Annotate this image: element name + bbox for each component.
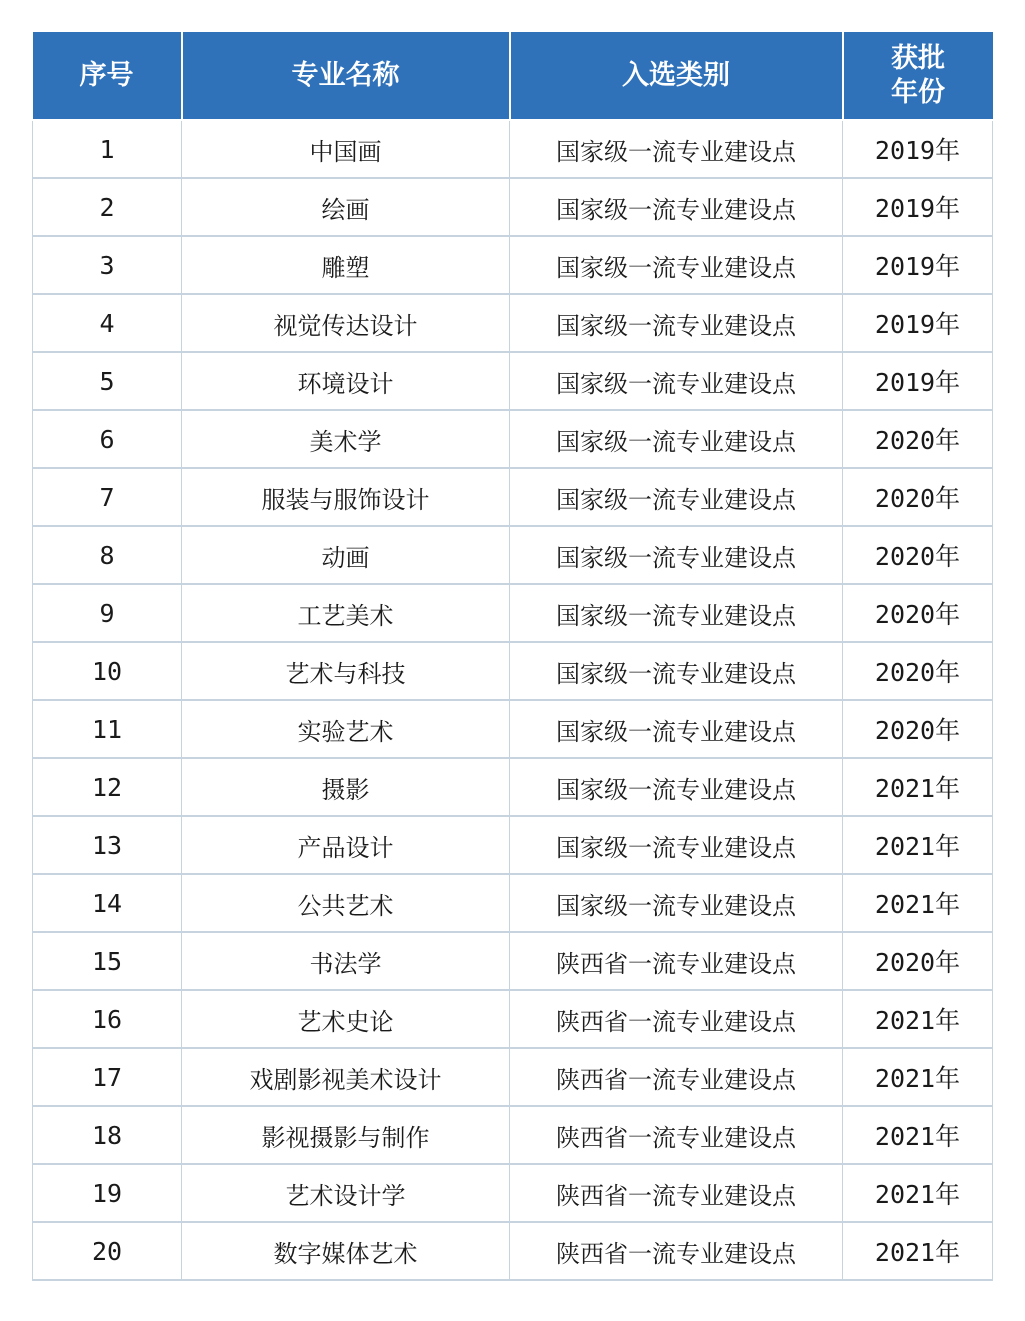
row-category-cell: 国家级一流专业建设点 bbox=[510, 758, 843, 816]
majors-table-container bbox=[32, 32, 992, 1281]
header-row bbox=[33, 32, 993, 120]
row-year-cell: 2020年 bbox=[843, 410, 993, 468]
row-seq-cell: 20 bbox=[33, 1222, 182, 1280]
table-row bbox=[33, 468, 993, 526]
row-category-cell: 陕西省一流专业建设点 bbox=[510, 932, 843, 990]
row-seq-cell: 7 bbox=[33, 468, 182, 526]
row-major-cell: 雕塑 bbox=[182, 236, 510, 294]
table-row bbox=[33, 178, 993, 236]
table-row bbox=[33, 120, 993, 178]
header-seq: 序号 bbox=[33, 32, 182, 120]
row-year-cell: 2019年 bbox=[843, 178, 993, 236]
row-major-cell: 环境设计 bbox=[182, 352, 510, 410]
row-category-cell: 国家级一流专业建设点 bbox=[510, 410, 843, 468]
table-row bbox=[33, 1164, 993, 1222]
row-seq-cell: 11 bbox=[33, 700, 182, 758]
table-row bbox=[33, 816, 993, 874]
row-category-cell: 陕西省一流专业建设点 bbox=[510, 1106, 843, 1164]
row-seq-cell: 15 bbox=[33, 932, 182, 990]
row-major-cell: 影视摄影与制作 bbox=[182, 1106, 510, 1164]
row-category-cell: 国家级一流专业建设点 bbox=[510, 642, 843, 700]
table-row bbox=[33, 758, 993, 816]
row-category-cell: 国家级一流专业建设点 bbox=[510, 584, 843, 642]
row-year-cell: 2021年 bbox=[843, 874, 993, 932]
row-year-cell: 2019年 bbox=[843, 352, 993, 410]
row-category-cell: 陕西省一流专业建设点 bbox=[510, 1164, 843, 1222]
row-seq-cell: 14 bbox=[33, 874, 182, 932]
row-year-cell: 2019年 bbox=[843, 236, 993, 294]
row-major-cell: 绘画 bbox=[182, 178, 510, 236]
row-year-cell: 2021年 bbox=[843, 990, 993, 1048]
table-row bbox=[33, 1048, 993, 1106]
row-year-cell: 2020年 bbox=[843, 700, 993, 758]
row-seq-cell: 9 bbox=[33, 584, 182, 642]
row-major-cell: 书法学 bbox=[182, 932, 510, 990]
row-seq-cell: 17 bbox=[33, 1048, 182, 1106]
row-seq-cell: 8 bbox=[33, 526, 182, 584]
row-year-cell: 2021年 bbox=[843, 758, 993, 816]
row-major-cell: 产品设计 bbox=[182, 816, 510, 874]
header-year bbox=[843, 32, 993, 120]
table-row bbox=[33, 990, 993, 1048]
table-row bbox=[33, 1222, 993, 1280]
header-year-line1: 获批 bbox=[891, 42, 945, 74]
row-major-cell: 戏剧影视美术设计 bbox=[182, 1048, 510, 1106]
table-row bbox=[33, 526, 993, 584]
row-category-cell: 国家级一流专业建设点 bbox=[510, 874, 843, 932]
table-row bbox=[33, 294, 993, 352]
row-category-cell: 国家级一流专业建设点 bbox=[510, 526, 843, 584]
table-row bbox=[33, 700, 993, 758]
row-seq-cell: 3 bbox=[33, 236, 182, 294]
row-category-cell: 陕西省一流专业建设点 bbox=[510, 990, 843, 1048]
row-major-cell: 动画 bbox=[182, 526, 510, 584]
row-seq-cell: 12 bbox=[33, 758, 182, 816]
header-major: 专业名称 bbox=[182, 32, 510, 120]
row-category-cell: 国家级一流专业建设点 bbox=[510, 700, 843, 758]
row-seq-cell: 16 bbox=[33, 990, 182, 1048]
row-major-cell: 摄影 bbox=[182, 758, 510, 816]
row-major-cell: 实验艺术 bbox=[182, 700, 510, 758]
row-major-cell: 工艺美术 bbox=[182, 584, 510, 642]
row-year-cell: 2020年 bbox=[843, 468, 993, 526]
table-row bbox=[33, 874, 993, 932]
header-category: 入选类别 bbox=[510, 32, 843, 120]
row-year-cell: 2021年 bbox=[843, 1106, 993, 1164]
row-seq-cell: 5 bbox=[33, 352, 182, 410]
row-year-cell: 2021年 bbox=[843, 816, 993, 874]
row-seq-cell: 10 bbox=[33, 642, 182, 700]
table-row bbox=[33, 410, 993, 468]
row-category-cell: 陕西省一流专业建设点 bbox=[510, 1222, 843, 1280]
row-seq-cell: 2 bbox=[33, 178, 182, 236]
row-category-cell: 国家级一流专业建设点 bbox=[510, 468, 843, 526]
table-row bbox=[33, 642, 993, 700]
row-major-cell: 公共艺术 bbox=[182, 874, 510, 932]
table-row bbox=[33, 584, 993, 642]
row-category-cell: 国家级一流专业建设点 bbox=[510, 294, 843, 352]
row-major-cell: 艺术设计学 bbox=[182, 1164, 510, 1222]
row-year-cell: 2021年 bbox=[843, 1222, 993, 1280]
row-year-cell: 2019年 bbox=[843, 120, 993, 178]
table-row bbox=[33, 352, 993, 410]
row-year-cell: 2020年 bbox=[843, 526, 993, 584]
row-year-cell: 2019年 bbox=[843, 294, 993, 352]
table-header bbox=[33, 32, 993, 120]
row-year-cell: 2021年 bbox=[843, 1164, 993, 1222]
header-year-line2: 年份 bbox=[891, 76, 945, 108]
majors-table bbox=[32, 32, 993, 1281]
table-row bbox=[33, 1106, 993, 1164]
row-category-cell: 国家级一流专业建设点 bbox=[510, 352, 843, 410]
row-year-cell: 2020年 bbox=[843, 584, 993, 642]
row-major-cell: 服装与服饰设计 bbox=[182, 468, 510, 526]
row-seq-cell: 19 bbox=[33, 1164, 182, 1222]
row-year-cell: 2020年 bbox=[843, 642, 993, 700]
row-category-cell: 国家级一流专业建设点 bbox=[510, 178, 843, 236]
row-major-cell: 艺术与科技 bbox=[182, 642, 510, 700]
table-row bbox=[33, 932, 993, 990]
table-row bbox=[33, 236, 993, 294]
row-category-cell: 国家级一流专业建设点 bbox=[510, 816, 843, 874]
row-seq-cell: 13 bbox=[33, 816, 182, 874]
row-seq-cell: 1 bbox=[33, 120, 182, 178]
row-category-cell: 陕西省一流专业建设点 bbox=[510, 1048, 843, 1106]
table-body bbox=[33, 120, 993, 1280]
row-major-cell: 视觉传达设计 bbox=[182, 294, 510, 352]
row-year-cell: 2021年 bbox=[843, 1048, 993, 1106]
row-major-cell: 数字媒体艺术 bbox=[182, 1222, 510, 1280]
row-category-cell: 国家级一流专业建设点 bbox=[510, 236, 843, 294]
row-major-cell: 中国画 bbox=[182, 120, 510, 178]
row-year-cell: 2020年 bbox=[843, 932, 993, 990]
row-major-cell: 美术学 bbox=[182, 410, 510, 468]
row-category-cell: 国家级一流专业建设点 bbox=[510, 120, 843, 178]
row-seq-cell: 6 bbox=[33, 410, 182, 468]
row-seq-cell: 18 bbox=[33, 1106, 182, 1164]
row-major-cell: 艺术史论 bbox=[182, 990, 510, 1048]
row-seq-cell: 4 bbox=[33, 294, 182, 352]
